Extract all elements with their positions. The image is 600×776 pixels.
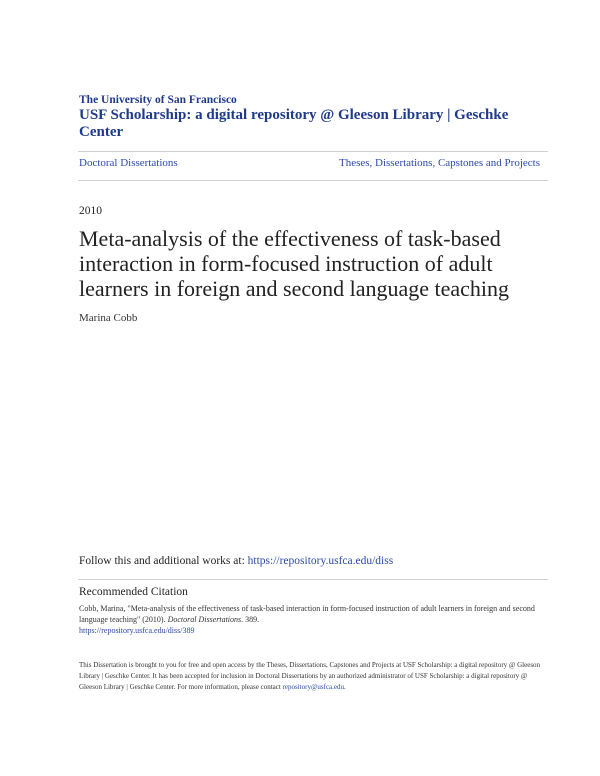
notice-text: This Dissertation is brought to you for free and open access by the Theses, Dissertations, Capstones and Projects at USF Scholarship: a digital repository @ Gleeson Library | Geschke Center. It has been accepted for inclusion in Doctoral Dissertations by an authorized administrator of USF Scholarship: a digital repository @ Gleeson Library | Geschke Center. For more information, please contact xyxy=(79,661,541,691)
divider-citation xyxy=(78,579,548,580)
doctoral-dissertations-link[interactable]: Doctoral Dissertations xyxy=(79,157,178,169)
follow-url-link[interactable]: https://repository.usfca.edu/diss xyxy=(247,555,394,567)
recommended-citation-heading: Recommended Citation xyxy=(79,586,188,598)
follow-line xyxy=(79,555,393,567)
author-name: Marina Cobb xyxy=(79,312,138,324)
divider-nav xyxy=(78,180,548,181)
contact-email-link[interactable]: repository@usfca.edu xyxy=(282,683,345,691)
university-name: The University of San Francisco xyxy=(79,94,237,106)
document-title: Meta-analysis of the effectiveness of task-based interaction in form-focused instruction of adult learners in foreign and second language teaching xyxy=(79,226,510,301)
publication-year: 2010 xyxy=(79,205,102,217)
notice-end: . xyxy=(344,683,346,691)
repository-title-link[interactable]: USF Scholarship: a digital repository @ Gleeson Library | Geschke Center xyxy=(79,107,509,140)
citation-body xyxy=(79,603,544,636)
citation-text: Cobb, Marina, "Meta-analysis of the effectiveness of task-based interaction in form-focused instruction of adult learners in foreign and second language teaching" (2010). xyxy=(79,604,535,624)
citation-url-link[interactable]: https://repository.usfca.edu/diss/389 xyxy=(79,626,195,635)
follow-text: Follow this and additional works at: xyxy=(79,555,248,567)
citation-number: . 389. xyxy=(241,615,260,624)
theses-dissertations-link[interactable]: Theses, Dissertations, Capstones and Projects xyxy=(338,157,540,169)
access-notice xyxy=(79,660,544,693)
divider-top xyxy=(78,151,548,152)
citation-journal: Doctoral Dissertations xyxy=(167,615,242,624)
